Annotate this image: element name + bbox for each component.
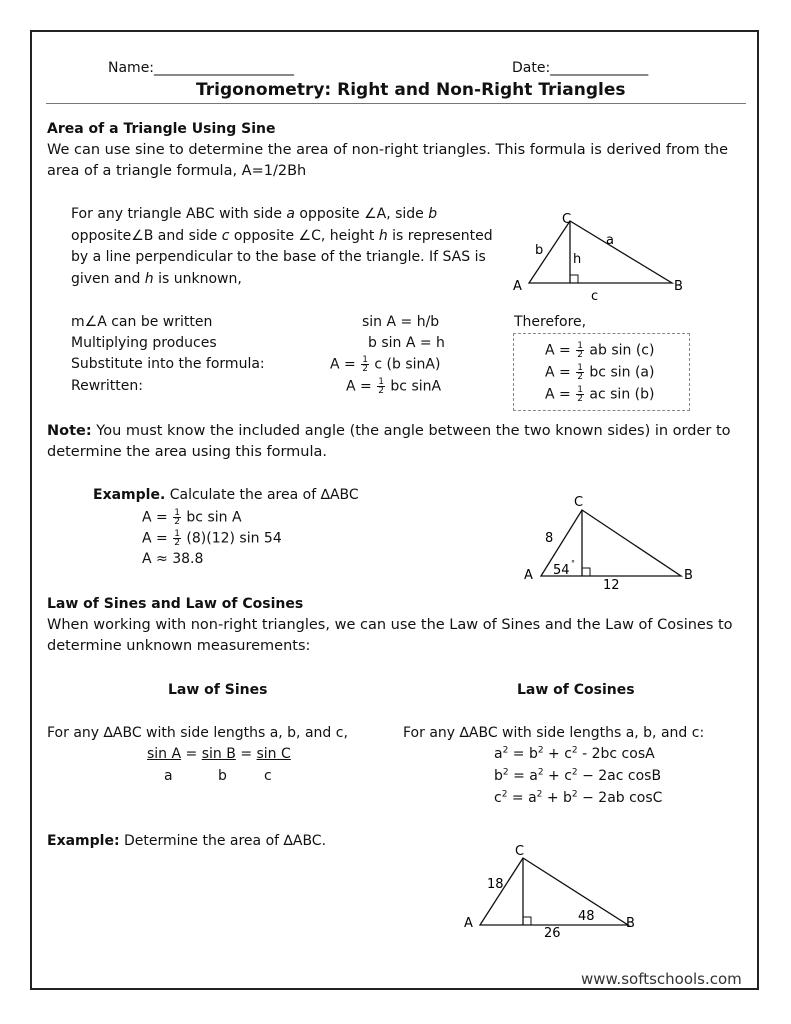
title-divider xyxy=(46,103,746,104)
step-equation xyxy=(346,378,441,395)
example-text: Calculate the area of ∆ABC xyxy=(165,487,359,503)
vertex-b-label: B xyxy=(684,568,693,583)
vertex-c-label: C xyxy=(562,212,572,227)
example1-header xyxy=(93,487,359,503)
def-text: is unknown, xyxy=(153,271,242,287)
area-intro-line1: We can use sine to determine the area of non-right triangles. This formula is derived from the xyxy=(47,142,729,158)
eq-text: A = xyxy=(330,356,361,373)
degree-mark: ° xyxy=(571,559,575,568)
date-field[interactable] xyxy=(512,60,648,76)
def-text: opposite xyxy=(71,228,132,244)
step-label: m∠A can be written xyxy=(71,314,213,330)
sines-denominator: c xyxy=(264,768,272,784)
definition-line3: by a line perpendicular to the base of the triangle. If SAS is xyxy=(71,249,486,265)
base-length-label: 26 xyxy=(544,926,561,941)
step-label: Substitute into the formula: xyxy=(71,356,265,372)
vertex-b-label: B xyxy=(674,279,683,294)
area-heading: Area of a Triangle Using Sine xyxy=(47,121,276,137)
side-c-label: c xyxy=(591,289,599,304)
sines-denominator: a xyxy=(164,768,173,784)
note-text: You must know the included angle (the angle between the two known sides) in order to xyxy=(91,423,731,439)
example-text: Determine the area of ∆ABC. xyxy=(119,833,327,849)
cosines-equation-a: $a^2 = b^2 + c^2 - 2bc$ cosA xyxy=(494,745,655,762)
triangle-diagram-2 xyxy=(518,492,700,592)
example2-prompt xyxy=(47,833,326,849)
cosines-equation-b: $b^2 = a^2 + c^2 - 2ac$ cosB xyxy=(494,767,662,784)
definition-line1 xyxy=(71,206,437,222)
eq-text: bc sinA xyxy=(385,378,442,395)
height-h-label: h xyxy=(573,252,582,267)
law-of-sines-heading: Law of Sines xyxy=(168,682,268,698)
def-text: ∠B and side xyxy=(131,228,222,244)
example-label: Example. xyxy=(93,487,166,503)
law-of-cosines-intro: For any ∆ABC with side lengths a, b, and c: xyxy=(403,725,705,741)
step-label: Rewritten: xyxy=(71,378,143,394)
vertex-c-label: C xyxy=(574,495,584,510)
page-title: Trigonometry: Right and Non-Right Triangles xyxy=(196,80,626,100)
example1-step: A = $\frac{1}{2}$ bc sin A xyxy=(142,508,242,527)
right-angle-mark xyxy=(582,568,590,576)
fraction-half: $\frac{1}{2}$ xyxy=(362,355,368,374)
note-line2: determine the area using this formula. xyxy=(47,444,328,460)
side-a-label: a xyxy=(606,233,614,248)
triangle-shape xyxy=(529,221,672,283)
cosines-equation-c: $c^2 = a^2 + b^2 - 2ab$ cosC xyxy=(494,789,663,806)
example1-result: A ≈ 38.8 xyxy=(142,551,204,567)
note-line1 xyxy=(47,423,731,439)
laws-intro-line2: determine unknown measurements: xyxy=(47,638,311,654)
def-var: a xyxy=(286,206,295,222)
vertex-a-label: A xyxy=(464,916,473,931)
area-formula: A = $\frac{1}{2}$ bc sin (a) xyxy=(545,363,655,382)
def-text: ∠A, side xyxy=(364,206,429,222)
area-intro-line2: area of a triangle formula, A=1/2Bh xyxy=(47,163,307,179)
def-text: ∠C, height xyxy=(298,228,379,244)
eq-text: A = xyxy=(346,378,377,395)
def-var: c xyxy=(221,228,230,244)
footer-url: www.softschools.com xyxy=(581,970,742,988)
law-of-sines-equation: sin A = sin B = sin C xyxy=(147,746,291,762)
step-label: Multiplying produces xyxy=(71,335,217,351)
fraction-half: $\frac{1}{2}$ xyxy=(378,377,384,396)
def-text: opposite xyxy=(294,206,365,222)
definition-line2 xyxy=(71,228,493,244)
triangle-diagram-1 xyxy=(505,205,695,305)
sines-numerator: sin A xyxy=(147,746,182,762)
vertex-a-label: A xyxy=(513,279,522,294)
sines-numerator: sin B xyxy=(201,746,236,762)
angle-label: 48 xyxy=(578,909,595,924)
area-formula: A = $\frac{1}{2}$ ac sin (b) xyxy=(545,385,655,404)
step-equation xyxy=(330,356,440,373)
def-var: h xyxy=(144,271,154,287)
vertex-a-label: A xyxy=(524,568,533,583)
law-of-sines-intro: For any ∆ABC with side lengths a, b, and c, xyxy=(47,725,348,741)
therefore-label: Therefore, xyxy=(514,314,587,330)
side-b-label: b xyxy=(535,243,544,258)
angle-label: 54 xyxy=(553,563,570,578)
note-label: Note: xyxy=(47,423,92,439)
law-of-cosines-heading: Law of Cosines xyxy=(517,682,635,698)
step-equation: sin A = h/b xyxy=(362,314,440,330)
laws-heading: Law of Sines and Law of Cosines xyxy=(47,596,304,612)
step-equation: b sin A = h xyxy=(368,335,445,351)
sines-denominator: b xyxy=(218,768,227,784)
def-text: is represented xyxy=(387,228,493,244)
sines-numerator: sin C xyxy=(256,746,291,762)
base-length-label: 12 xyxy=(603,578,620,592)
def-text: For any triangle ABC with side xyxy=(71,206,287,222)
definition-line4 xyxy=(71,271,242,287)
name-blank[interactable]: ____________________ xyxy=(154,60,295,76)
right-angle-mark xyxy=(523,917,531,925)
triangle-diagram-3 xyxy=(460,840,640,942)
side-length-label: 8 xyxy=(545,531,554,546)
example1-step: A = $\frac{1}{2}$ (8)(12) sin 54 xyxy=(142,529,282,548)
laws-intro-line1: When working with non-right triangles, we can use the Law of Sines and the Law of Cosines to xyxy=(47,617,733,633)
date-blank[interactable]: ______________ xyxy=(550,60,649,76)
date-label: Date: xyxy=(512,60,551,76)
vertex-c-label: C xyxy=(515,844,525,859)
example-label: Example: xyxy=(47,833,120,849)
def-var: h xyxy=(378,228,388,244)
def-var: b xyxy=(428,206,438,222)
def-text: given and xyxy=(71,271,145,287)
name-field[interactable] xyxy=(108,60,294,76)
vertex-b-label: B xyxy=(626,916,635,931)
area-formula: A = $\frac{1}{2}$ ab sin (c) xyxy=(545,341,655,360)
side-length-label: 18 xyxy=(487,877,504,892)
def-text: opposite xyxy=(229,228,299,244)
name-label: Name: xyxy=(108,60,155,76)
right-angle-mark xyxy=(570,275,578,283)
eq-text: c (b sinA) xyxy=(369,356,441,373)
